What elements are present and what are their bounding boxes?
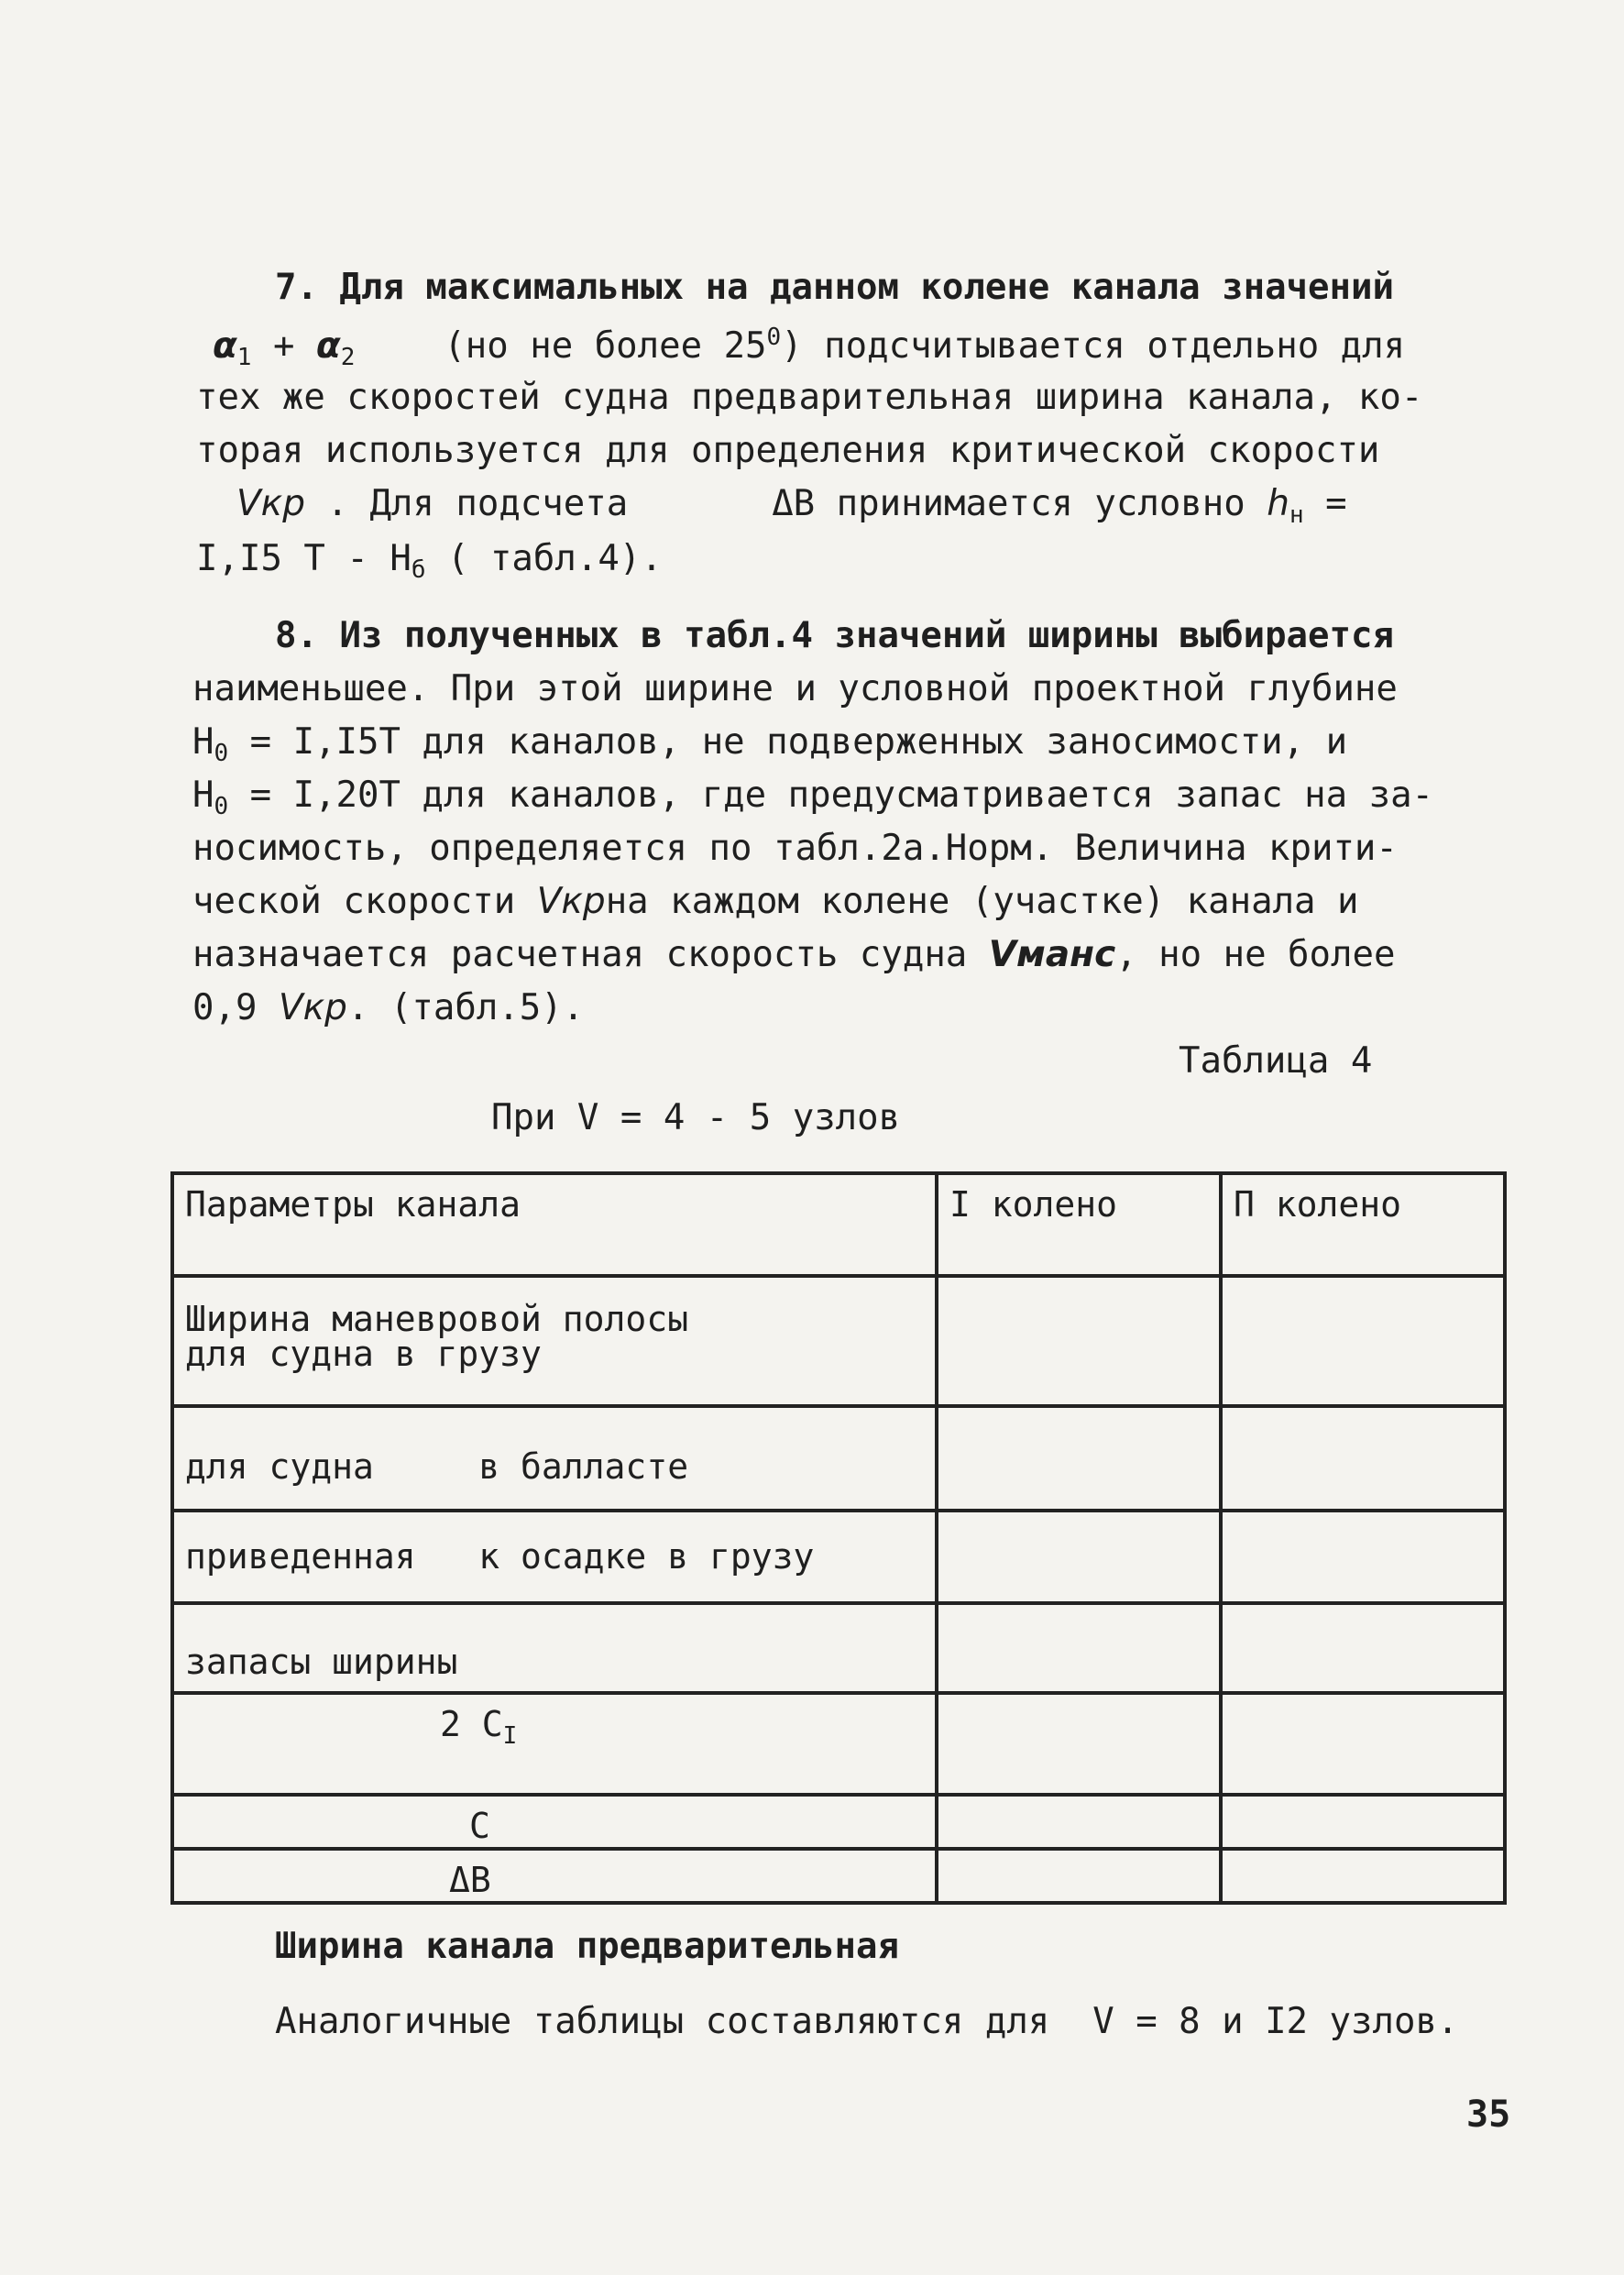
p8-line-6: ческой скорости Vкрна каждом колене (участке) канала и bbox=[192, 881, 1359, 922]
p8-line-5: носимость, определяется по табл.2а.Норм. Величина крити- bbox=[192, 828, 1398, 869]
p7-line-4: торая используется для определения критической скорости bbox=[196, 430, 1380, 471]
table-row bbox=[172, 1603, 1505, 1692]
row-maneuver-width: Ширина маневровой полосы для судна в грузу bbox=[172, 1276, 937, 1406]
v-max-symbol: Vманс bbox=[988, 934, 1116, 975]
header-knee-2: П колено bbox=[1221, 1173, 1505, 1276]
p7-line-6: I,I5 T - $H_б$ ( табл.4). bbox=[196, 538, 663, 584]
table-row bbox=[172, 1276, 1505, 1406]
v-kr-symbol: Vкр bbox=[536, 881, 606, 922]
alpha-symbol: α bbox=[315, 325, 341, 367]
alpha-symbol: α bbox=[213, 325, 237, 367]
v-kr-symbol: Vкр bbox=[278, 987, 347, 1028]
p8-line-1: 8. Из полученных в табл.4 значений ширины выбирается bbox=[275, 615, 1394, 656]
cell-empty bbox=[937, 1406, 1221, 1511]
page-number: 35 bbox=[1466, 2094, 1511, 2136]
p7-line-3: тех же скоростей судна предварительная ширина канала, ко- bbox=[196, 377, 1423, 418]
table-row bbox=[172, 1795, 1505, 1849]
p8-line-8: 0,9 Vкр. (табл.5). bbox=[192, 987, 585, 1028]
p8-line-2: наименьшее. При этой ширине и условной проектной глубине bbox=[192, 668, 1398, 709]
cell-empty bbox=[937, 1511, 1221, 1604]
header-knee-1: I колено bbox=[937, 1173, 1221, 1276]
v-kr-symbol: Vкр bbox=[236, 483, 305, 524]
table-row bbox=[172, 1406, 1505, 1511]
cell-empty bbox=[937, 1276, 1221, 1406]
table-label: Таблица 4 bbox=[1179, 1040, 1373, 1082]
p7-line-5: Vкр . Для подсчета ΔB принимается условно $h_н$ = bbox=[236, 483, 1347, 529]
header-parameters: Параметры канала bbox=[172, 1173, 937, 1276]
row-reduced-draft: приведенная к осадке в грузу bbox=[172, 1511, 937, 1604]
cell-empty bbox=[1221, 1849, 1505, 1903]
row-2ct: 2 $C_I$ bbox=[172, 1693, 937, 1796]
cell-empty bbox=[937, 1849, 1221, 1903]
table-row bbox=[172, 1511, 1505, 1604]
cell-empty bbox=[937, 1795, 1221, 1849]
after-table-text: Ширина канала предварительная bbox=[275, 1926, 899, 1967]
cell-empty bbox=[1221, 1693, 1505, 1796]
table-4 bbox=[170, 1171, 1426, 1905]
row-delta-b: ΔB bbox=[172, 1849, 937, 1903]
table-header-row bbox=[172, 1173, 1505, 1276]
p7-line-2: $\alpha_1 + \alpha_2$ (но не более $25^0$) подсчитывается отдельно для bbox=[213, 324, 1406, 371]
row-width-reserves: запасы ширины bbox=[172, 1603, 937, 1692]
cell-empty bbox=[1221, 1511, 1505, 1604]
table-row bbox=[172, 1849, 1505, 1903]
cell-empty bbox=[937, 1603, 1221, 1692]
table-caption: При V = 4 - 5 узлов bbox=[491, 1097, 901, 1138]
p8-line-4: $H_0 = I,20T$ для каналов, где предусматривается запас на за- bbox=[192, 775, 1434, 820]
table-row bbox=[172, 1693, 1505, 1796]
row-ballast: для судна в балласте bbox=[172, 1406, 937, 1511]
cell-empty bbox=[1221, 1603, 1505, 1692]
cell-empty bbox=[1221, 1276, 1505, 1406]
row-c: C bbox=[172, 1795, 937, 1849]
p8-line-7: назначается расчетная скорость судна Vманс, но не более bbox=[192, 934, 1396, 975]
cell-empty bbox=[937, 1693, 1221, 1796]
footer-note: Аналогичные таблицы составляются для V = 8 и I2 узлов. bbox=[275, 2001, 1459, 2042]
cell-empty bbox=[1221, 1406, 1505, 1511]
p7-line-1: 7. Для максимальных на данном колене канала значений bbox=[275, 267, 1394, 308]
p8-line-3: $H_0 = I,I5T$ для каналов, не подверженных заносимости, и bbox=[192, 721, 1348, 767]
cell-empty bbox=[1221, 1795, 1505, 1849]
